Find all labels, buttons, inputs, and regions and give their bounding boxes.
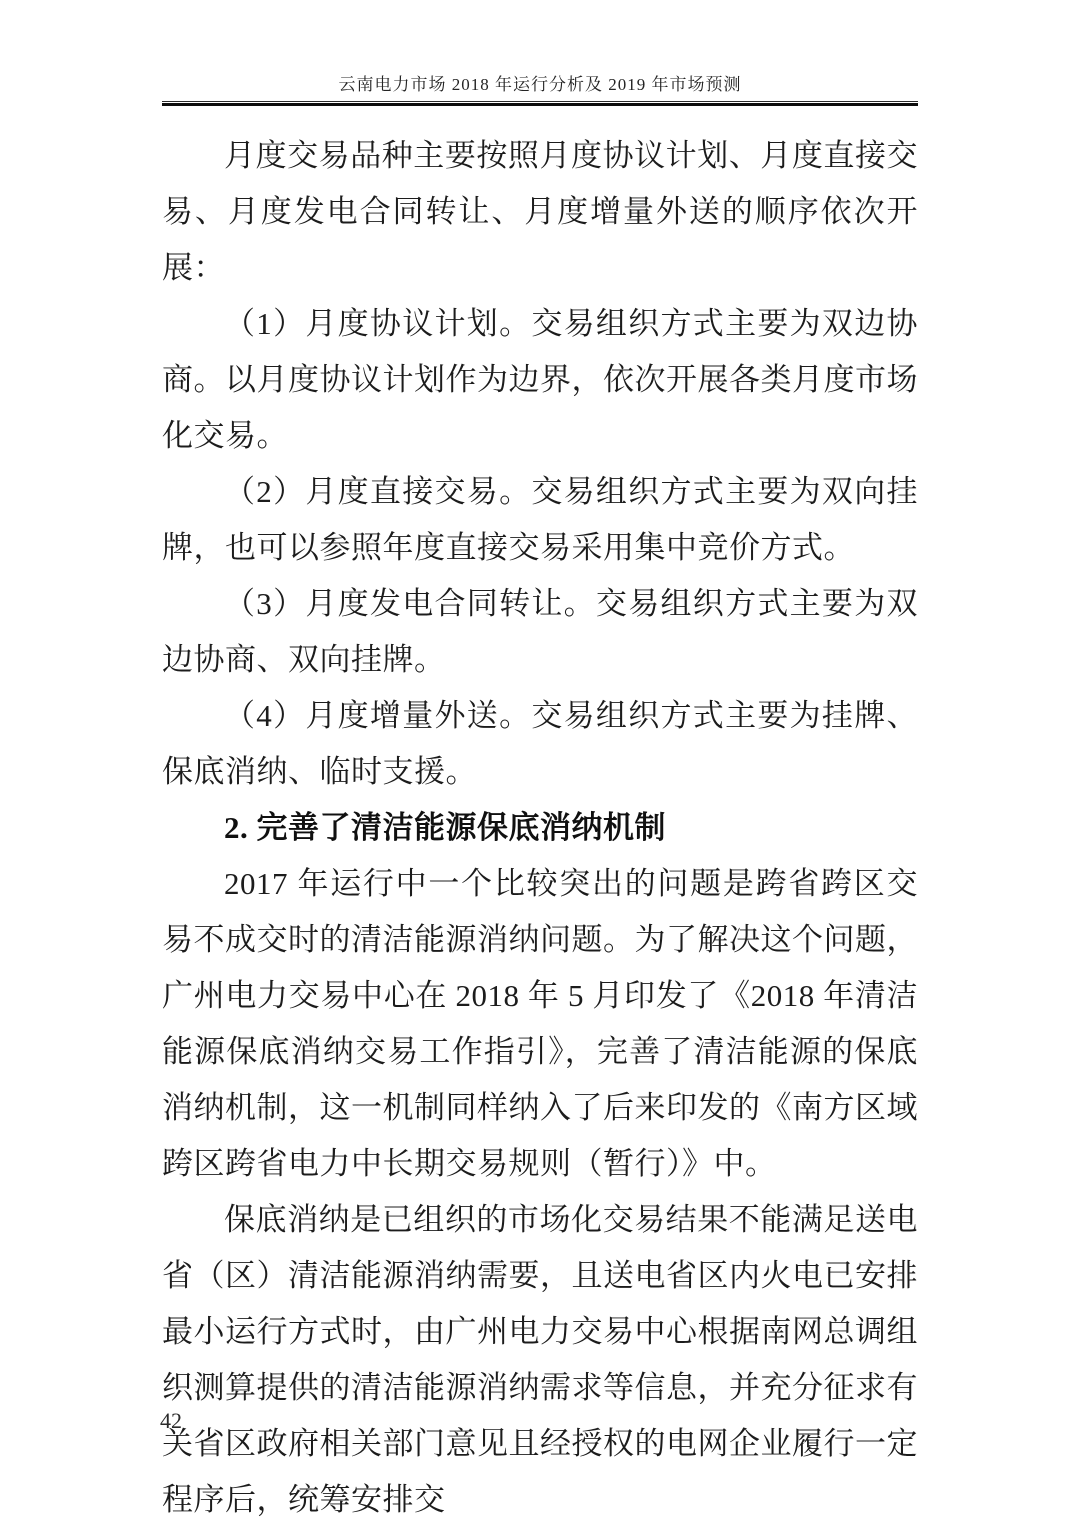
paragraph-4: （3）月度发电合同转让。交易组织方式主要为双边协商、双向挂牌。 (162, 586, 918, 677)
page-header (162, 0, 918, 106)
section-heading: 2. 完善了清洁能源保底消纳机制 (224, 810, 666, 845)
page-number: 42 (160, 1408, 182, 1433)
paragraph-1: 月度交易品种主要按照月度协议计划、月度直接交易、月度发电合同转让、月度增量外送的顺序依次开展： (162, 138, 918, 285)
paragraph-5: （4）月度增量外送。交易组织方式主要为挂牌、保底消纳、临时支援。 (162, 698, 918, 789)
paragraph-2: （1）月度协议计划。交易组织方式主要为双边协商。以月度协议计划作为边界，依次开展各类月度市场化交易。 (162, 306, 918, 453)
paragraph-8: 保底消纳是已组织的市场化交易结果不能满足送电省（区）清洁能源消纳需要，且送电省区内火电已安排最小运行方式时，由广州电力交易中心根据南网总调组织测算提供的清洁能源消纳需求等信息，并充分征求有关省区政府相关部门意见且经授权的电网企业履行一定程序后，统筹安排交 (162, 1202, 918, 1517)
header-rule-divider (162, 101, 918, 106)
paragraph-3: （2）月度直接交易。交易组织方式主要为双向挂牌，也可以参照年度直接交易采用集中竞价方式。 (162, 474, 918, 565)
running-head-title: 云南电力市场 2018 年运行分析及 2019 年市场预测 (338, 75, 742, 94)
paragraph-7: 2017 年运行中一个比较突出的问题是跨省跨区交易不成交时的清洁能源消纳问题。为了解决这个问题，广州电力交易中心在 2018 年 5 月印发了《2018 年清洁能源保底消纳交易工作指引》，完善了清洁能源的保底消纳机制，这一机制同样纳入了后来印发的《南方区域跨区跨省电力中长期交易规则（暂行）》中。 (162, 866, 918, 1181)
document-body (162, 128, 918, 1527)
